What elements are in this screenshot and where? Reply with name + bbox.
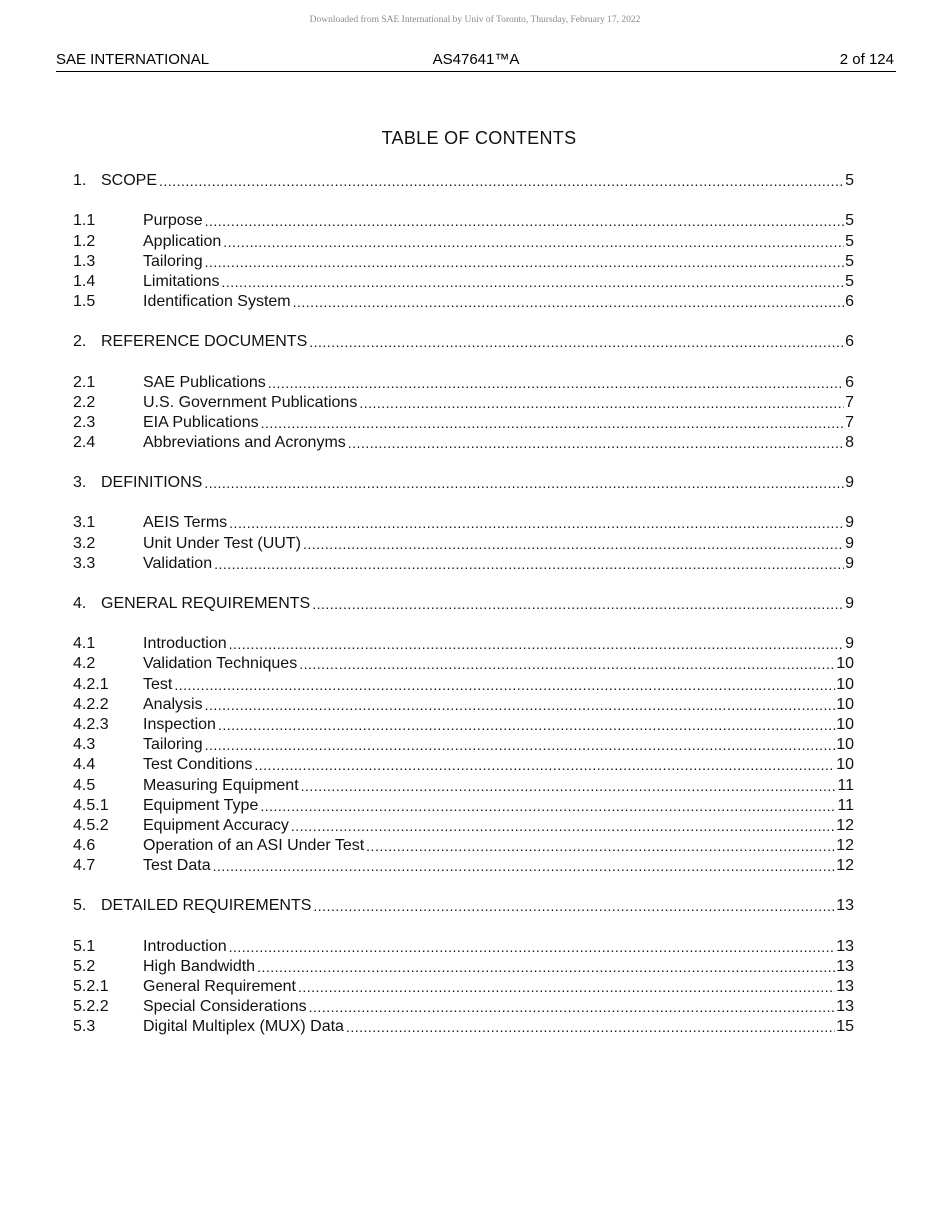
toc-entry-number: 3.1 [73, 514, 96, 532]
dot-leader [257, 959, 835, 975]
toc-entry-page: 5 [845, 252, 854, 270]
dot-leader [268, 375, 844, 391]
toc-entry-page: 6 [845, 373, 854, 391]
toc-entry[interactable] [73, 1016, 854, 1036]
header-page-number: 2 of 124 [839, 51, 894, 68]
toc-entry[interactable] [73, 976, 854, 996]
dot-leader [205, 254, 845, 270]
toc-entry-number: 4.2.1 [73, 675, 109, 693]
toc-entry-number: 2.3 [73, 413, 96, 431]
toc-entry[interactable] [73, 956, 854, 976]
toc-entry-page: 10 [836, 736, 854, 754]
dot-leader [309, 999, 836, 1015]
toc-entry-page: 13 [836, 897, 854, 915]
toc-entry-title: Equipment Accuracy [143, 816, 289, 834]
dot-leader [229, 515, 844, 531]
toc-entry-number: 2. [73, 333, 87, 351]
toc-entry[interactable] [73, 815, 854, 835]
toc-entry-page: 5 [845, 172, 854, 190]
toc-entry-page: 9 [845, 474, 854, 492]
dot-leader [229, 939, 836, 955]
toc-entry[interactable] [73, 754, 854, 774]
toc-entry-title: SCOPE [101, 172, 158, 190]
toc-entry-page: 10 [836, 675, 854, 693]
table-of-contents [73, 170, 854, 1036]
toc-entry-title: Test Conditions [143, 756, 253, 774]
toc-entry[interactable] [73, 271, 854, 291]
section-spacer [73, 915, 854, 935]
toc-entry-title: Unit Under Test (UUT) [143, 534, 301, 552]
toc-entry[interactable] [73, 412, 854, 432]
section-spacer [73, 190, 854, 210]
toc-entry-number: 3. [73, 474, 87, 492]
toc-title: TABLE OF CONTENTS [381, 128, 577, 148]
dot-leader [229, 636, 844, 652]
download-watermark: Downloaded from SAE International by Univ of Toronto, Thursday, February 17, 2022 [309, 15, 641, 25]
toc-entry-number: 1.3 [73, 252, 96, 270]
toc-entry-title: General Requirement [143, 978, 296, 995]
toc-entry[interactable] [73, 734, 854, 754]
toc-entry-number: 2.4 [73, 434, 96, 452]
toc-entry[interactable] [73, 210, 854, 230]
toc-entry-page: 12 [836, 816, 854, 834]
section-spacer [73, 351, 854, 371]
toc-section[interactable] [73, 331, 854, 351]
toc-entry[interactable] [73, 251, 854, 271]
toc-entry-page: 9 [845, 514, 854, 532]
toc-section[interactable] [73, 472, 854, 492]
toc-entry-number: 4. [73, 595, 87, 612]
toc-entry-number: 2.2 [73, 393, 96, 411]
toc-entry-page: 5 [845, 212, 854, 230]
toc-entry[interactable] [73, 774, 854, 794]
toc-entry-number: 5.2.1 [73, 978, 109, 995]
toc-entry[interactable] [73, 633, 854, 653]
toc-entry-number: 4.5 [73, 776, 96, 794]
toc-entry[interactable] [73, 512, 854, 532]
toc-entry-page: 13 [836, 978, 854, 995]
toc-entry-number: 2.1 [73, 373, 96, 391]
toc-entry-page: 10 [836, 655, 854, 673]
toc-entry-title: Special Considerations [143, 998, 307, 1016]
toc-entry-page: 5 [845, 272, 854, 290]
toc-entry-page: 11 [837, 776, 854, 794]
toc-entry-page: 15 [836, 1018, 854, 1036]
toc-entry-page: 9 [845, 635, 854, 653]
toc-entry-title: Analysis [143, 695, 203, 713]
toc-entry-number: 4.5.1 [73, 796, 109, 814]
dot-leader [301, 778, 837, 794]
toc-entry-title: Tailoring [143, 252, 203, 270]
toc-entry-number: 5.1 [73, 937, 96, 955]
toc-entry[interactable] [73, 996, 854, 1016]
toc-entry-title: Test Data [143, 857, 211, 875]
dot-leader [313, 898, 835, 914]
toc-entry-title: GENERAL REQUIREMENTS [101, 595, 311, 612]
dot-leader [359, 395, 844, 411]
toc-entry[interactable] [73, 291, 854, 311]
toc-entry-number: 5.2.2 [73, 998, 109, 1016]
toc-entry-page: 9 [845, 595, 854, 612]
dot-leader [205, 737, 836, 753]
toc-entry-number: 1.4 [73, 272, 96, 290]
toc-entry-title: DETAILED REQUIREMENTS [101, 897, 312, 915]
toc-entry[interactable] [73, 532, 854, 552]
header-organization: SAE INTERNATIONAL [56, 51, 210, 68]
dot-leader [254, 757, 835, 773]
toc-entry[interactable] [73, 714, 854, 734]
toc-entry-title: High Bandwidth [143, 957, 256, 975]
toc-entry[interactable] [73, 653, 854, 673]
dot-leader [260, 798, 836, 814]
toc-entry-page: 10 [836, 715, 854, 733]
dot-leader [303, 536, 844, 552]
toc-section[interactable] [73, 593, 854, 613]
dot-leader [204, 475, 844, 491]
toc-entry-title: Measuring Equipment [143, 776, 299, 794]
toc-entry-number: 4.3 [73, 736, 96, 754]
toc-entry-title: Validation [143, 554, 213, 572]
toc-entry-number: 1. [73, 172, 87, 190]
toc-entry-title: Application [143, 232, 222, 250]
toc-entry-number: 4.2.2 [73, 695, 109, 713]
toc-entry-title: SAE Publications [143, 373, 266, 391]
toc-entry-page: 10 [836, 756, 854, 774]
toc-entry-title: EIA Publications [143, 413, 259, 431]
toc-entry[interactable] [73, 371, 854, 391]
dot-leader [293, 294, 844, 310]
section-spacer [73, 311, 854, 331]
toc-entry-title: REFERENCE DOCUMENTS [101, 333, 308, 351]
toc-entry[interactable] [73, 694, 854, 714]
toc-entry[interactable] [73, 392, 854, 412]
toc-entry-title: Abbreviations and Acronyms [143, 434, 346, 452]
toc-entry-title: Test [143, 675, 173, 693]
toc-entry-number: 5.2 [73, 957, 96, 975]
dot-leader [346, 1019, 835, 1035]
dot-leader [205, 213, 845, 229]
toc-entry-title: Purpose [143, 212, 203, 230]
toc-entry-page: 12 [836, 857, 854, 875]
dot-leader [312, 596, 844, 612]
toc-section[interactable] [73, 895, 854, 915]
toc-entry-number: 4.2 [73, 655, 96, 673]
toc-entry-number: 4.4 [73, 756, 96, 774]
toc-entry-title: Tailoring [143, 736, 203, 754]
toc-entry-number: 5. [73, 897, 87, 915]
toc-entry-page: 5 [845, 232, 854, 250]
toc-entry-number: 4.2.3 [73, 715, 109, 733]
toc-entry-title: DEFINITIONS [101, 474, 203, 492]
dot-leader [298, 979, 835, 995]
dot-leader [223, 234, 844, 250]
dot-leader [309, 334, 844, 350]
section-spacer [73, 492, 854, 512]
toc-entry-page: 7 [845, 413, 854, 431]
dot-leader [159, 173, 844, 189]
dot-leader [348, 435, 844, 451]
dot-leader [205, 697, 836, 713]
toc-entry[interactable] [73, 855, 854, 875]
toc-entry[interactable] [73, 795, 854, 815]
dot-leader [214, 556, 844, 572]
toc-entry-title: Introduction [143, 937, 227, 955]
dot-leader [291, 818, 835, 834]
dot-leader [299, 656, 835, 672]
toc-entry-title: Validation Techniques [143, 655, 298, 673]
toc-entry-number: 5.3 [73, 1018, 96, 1036]
toc-entry[interactable] [73, 673, 854, 693]
toc-entry-title: Operation of an ASI Under Test [143, 837, 365, 855]
toc-entry-title: Limitations [143, 272, 220, 290]
toc-entry-page: 9 [845, 554, 854, 572]
toc-entry-title: Introduction [143, 635, 227, 653]
toc-entry-page: 7 [845, 393, 854, 411]
section-spacer [73, 452, 854, 472]
toc-entry[interactable] [73, 935, 854, 955]
dot-leader [261, 415, 844, 431]
dot-leader [221, 274, 844, 290]
toc-entry-number: 1.2 [73, 232, 96, 250]
section-spacer [73, 875, 854, 895]
toc-entry-title: Inspection [143, 715, 216, 733]
toc-entry-title: AEIS Terms [143, 514, 228, 532]
toc-section[interactable] [73, 170, 854, 190]
toc-entry-page: 13 [836, 957, 854, 975]
toc-entry[interactable] [73, 553, 854, 573]
dot-leader [174, 677, 835, 693]
toc-entry-page: 8 [845, 434, 854, 452]
toc-entry-number: 3.3 [73, 554, 96, 572]
toc-entry-number: 1.1 [73, 212, 96, 230]
toc-entry-number: 4.6 [73, 837, 96, 855]
dot-leader [366, 838, 835, 854]
toc-entry-page: 11 [837, 796, 854, 814]
header-document-id: AS47641™A [432, 51, 520, 68]
page-header [56, 49, 896, 72]
toc-entry[interactable] [73, 835, 854, 855]
toc-entry-title: Digital Multiplex (MUX) Data [143, 1018, 344, 1036]
toc-entry-page: 6 [845, 293, 854, 311]
toc-entry-page: 13 [836, 937, 854, 955]
toc-entry-number: 4.1 [73, 635, 96, 653]
toc-entry-page: 6 [845, 333, 854, 351]
toc-entry-number: 4.5.2 [73, 816, 109, 834]
dot-leader [218, 717, 835, 733]
toc-entry-title: Equipment Type [143, 796, 259, 814]
toc-entry-page: 12 [836, 837, 854, 855]
toc-entry-title: Identification System [143, 293, 291, 311]
toc-entry-number: 1.5 [73, 293, 96, 311]
toc-entry[interactable] [73, 432, 854, 452]
toc-entry-number: 4.7 [73, 857, 96, 875]
section-spacer [73, 573, 854, 593]
toc-entry-title: U.S. Government Publications [143, 393, 358, 411]
toc-entry-page: 9 [845, 534, 854, 552]
toc-entry[interactable] [73, 230, 854, 250]
dot-leader [213, 858, 836, 874]
toc-entry-page: 10 [836, 695, 854, 713]
toc-entry-number: 3.2 [73, 534, 96, 552]
toc-entry-page: 13 [836, 998, 854, 1016]
section-spacer [73, 613, 854, 633]
